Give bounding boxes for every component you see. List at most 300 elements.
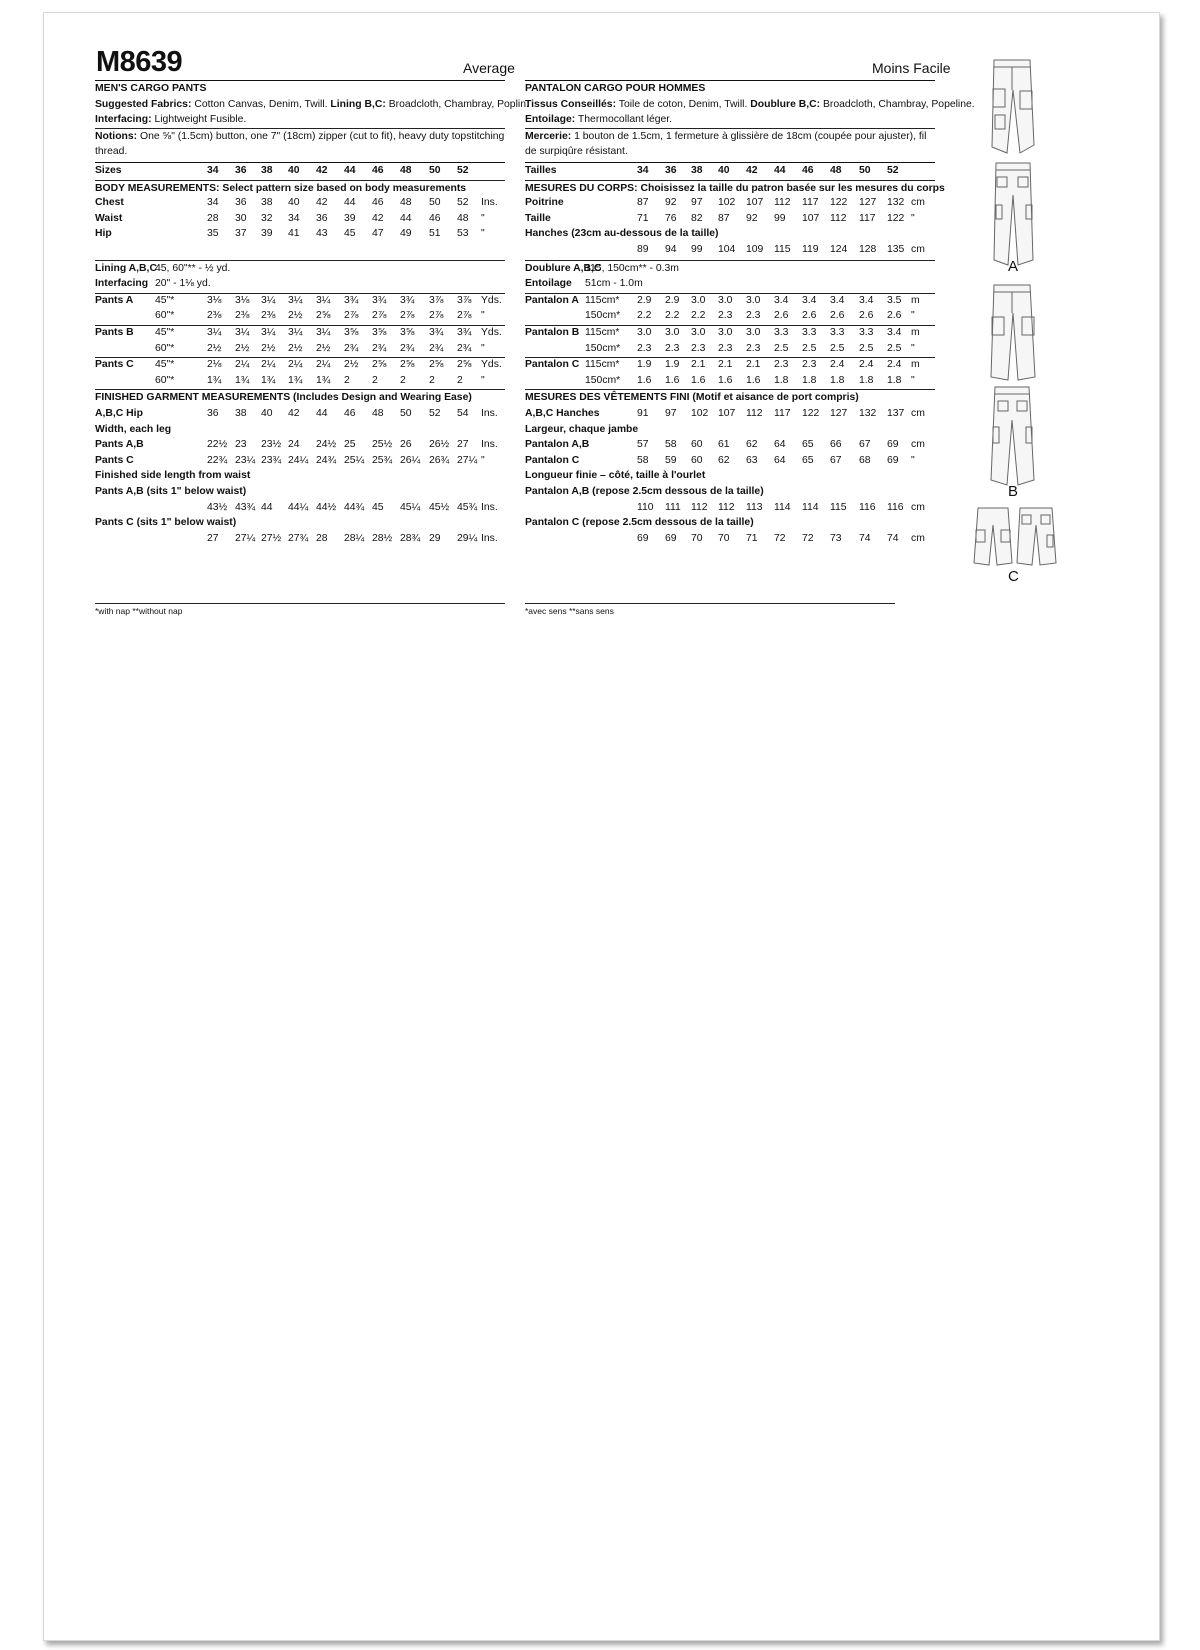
yardage-value: 1¾ (288, 374, 303, 386)
size-value: 22½ (207, 439, 228, 451)
size-value: 47 (372, 228, 384, 240)
footnote-fr: *avec sens **sans sens (525, 606, 614, 616)
hip-label: Hanches (23cm au-dessous de la taille) (525, 228, 719, 240)
yardage-value: 2.1 (718, 359, 733, 371)
yardage-value: 3.0 (746, 294, 761, 306)
size-value: 119 (802, 244, 819, 255)
notions-label: Mercerie: (525, 130, 572, 142)
yardage-value: 3.3 (802, 327, 817, 338)
interfacing-label: Entoilage (525, 278, 572, 290)
yardage-value: 3.5 (887, 294, 902, 306)
width-label: Largeur, chaque jambe (525, 423, 639, 435)
size-value: 46 (429, 212, 441, 224)
size-value: 23¼ (235, 454, 256, 466)
yardage-value: 2⅞ (344, 310, 359, 322)
row-label: Hip (95, 228, 112, 240)
size-value: 110 (637, 501, 654, 513)
size-header: 38 (261, 165, 273, 176)
size-value: 117 (859, 212, 876, 224)
yardage-value: 2¾ (372, 342, 387, 354)
row-label: Pantalon A,B (525, 439, 590, 451)
size-value: 50 (400, 408, 412, 419)
size-value: 37 (235, 228, 247, 240)
view-label: Pantalon A (525, 294, 579, 306)
finished-heading-text: FINISHED GARMENT MEASUREMENTS (95, 392, 291, 404)
size-value: 112 (774, 197, 791, 209)
yardage-value: 2⅞ (457, 310, 472, 322)
row-label: Taille (525, 212, 551, 224)
size-value: 107 (718, 408, 736, 419)
size-value: 102 (691, 408, 709, 419)
yardage-value: 2.6 (859, 310, 874, 322)
size-value: 59 (665, 454, 677, 466)
unit: Ins. (481, 501, 498, 513)
size-value: 28¾ (400, 532, 421, 544)
size-value: 44 (400, 212, 412, 224)
yardage-value: 2.3 (637, 342, 652, 354)
yardage-value: 3.0 (718, 327, 733, 338)
unit: " (911, 454, 915, 466)
unit: Ins. (481, 439, 498, 451)
row-label: A,B,C Hip (95, 408, 143, 419)
yardage-value: 2 (400, 374, 406, 386)
footnote-en: *with nap **without nap (95, 606, 183, 616)
length-view-label: Pantalon C (repose 2.5cm dessous de la taille) (525, 517, 754, 529)
yardage-value: 3⅝ (400, 327, 415, 338)
size-value: 49 (400, 228, 412, 240)
size-value: 53 (457, 228, 469, 240)
lining-text: Broadcloth, Chambray, Popeline. (820, 98, 975, 110)
size-value: 70 (718, 532, 730, 544)
unit: Yds. (481, 359, 502, 371)
yardage-value: 3¾ (457, 327, 472, 338)
yardage-value: 2 (457, 374, 463, 386)
size-header: 36 (665, 165, 677, 176)
yardage-value: 2½ (235, 342, 250, 354)
size-value: 97 (691, 197, 703, 209)
size-value: 135 (887, 244, 905, 255)
yardage-value: 2.5 (774, 342, 789, 354)
fabric-width: 60"* (155, 310, 175, 322)
size-value: 30 (235, 212, 247, 224)
size-value: 113 (746, 501, 763, 513)
size-value: 27 (207, 532, 219, 544)
size-value: 43 (316, 228, 328, 240)
row-label: Pants C (95, 454, 134, 466)
view-label: Pants B (95, 327, 134, 338)
view-a-front-sketch (992, 60, 1034, 153)
yardage-value: 2.1 (691, 359, 706, 371)
size-value: 43½ (207, 501, 228, 513)
view-label: Pants C (95, 359, 134, 371)
size-value: 99 (691, 244, 703, 255)
size-value: 107 (746, 197, 764, 209)
size-value: 32 (261, 212, 273, 224)
yardage-value: 2.5 (802, 342, 817, 354)
yardage-value: 2.2 (637, 310, 652, 322)
size-value: 111 (665, 501, 681, 513)
size-value: 29 (429, 532, 441, 544)
yardage-value: 3¾ (400, 294, 415, 306)
sizes-label: Sizes (95, 165, 122, 176)
size-value: 67 (830, 454, 842, 466)
yardage-value: 2.9 (665, 294, 680, 306)
footnote-rule-en (95, 603, 505, 604)
size-value: 124 (830, 244, 848, 255)
yardage-value: 2¾ (344, 342, 359, 354)
size-value: 44¾ (344, 501, 365, 513)
unit: " (911, 374, 915, 386)
yardage-value: 3⅝ (344, 327, 359, 338)
size-value: 24½ (316, 439, 337, 451)
size-value: 26 (400, 439, 412, 451)
size-value: 107 (802, 212, 820, 224)
yardage-value: 2¼ (235, 359, 250, 371)
size-value: 89 (637, 244, 649, 255)
yardage-value: 2⅝ (400, 359, 415, 371)
yardage-value: 2.6 (802, 310, 817, 322)
yardage-value: 2 (372, 374, 378, 386)
size-value: 41 (288, 228, 300, 240)
size-value: 74 (859, 532, 871, 544)
yardage-value: 1.8 (859, 374, 874, 386)
size-value: 44 (316, 408, 328, 419)
yardage-value: 1¾ (235, 374, 250, 386)
size-value: 104 (718, 244, 736, 255)
technical-drawings (960, 55, 1070, 595)
size-value: 40 (261, 408, 273, 419)
size-value: 27 (457, 439, 469, 451)
size-value: 112 (718, 501, 735, 513)
unit: " (481, 212, 485, 224)
yardage-value: 2¼ (261, 359, 276, 371)
length-label: Longueur finie – côté, taille à l'ourlet (525, 470, 706, 482)
size-value: 76 (665, 212, 677, 224)
size-value: 36 (316, 212, 328, 224)
yardage-value: 2.2 (691, 310, 706, 322)
size-value: 22¾ (207, 454, 228, 466)
yardage-value: 2¾ (429, 342, 444, 354)
size-value: 58 (665, 439, 677, 451)
size-value: 65 (802, 454, 814, 466)
fabrics-label: Tissus Conseillés: (525, 98, 617, 110)
size-value: 74 (887, 532, 899, 544)
yardage-value: 3.4 (774, 294, 789, 306)
body-measurements-heading: BODY MEASUREMENTS: Select pattern size based on body measurements (95, 182, 467, 194)
yardage-value: 2.4 (830, 359, 845, 371)
yardage-value: 1.6 (691, 374, 706, 386)
size-value: 52 (457, 197, 469, 209)
size-value: 117 (774, 408, 791, 419)
yardage-value: 3¼ (288, 327, 303, 338)
yardage-value: 3¾ (372, 294, 387, 306)
size-value: 44 (261, 501, 273, 513)
yardage-value: 2.5 (830, 342, 845, 354)
yardage-value: 3.4 (859, 294, 874, 306)
unit: " (911, 342, 915, 354)
size-value: 94 (665, 244, 677, 255)
size-value: 40 (288, 197, 300, 209)
fabric-width: 115cm* (585, 359, 620, 371)
yardage-value: 3¼ (316, 327, 331, 338)
yardage-value: 3.0 (691, 327, 706, 338)
yardage-value: 2⅝ (316, 310, 331, 322)
size-value: 116 (887, 501, 904, 513)
size-value: 71 (746, 532, 758, 544)
yardage-value: 3.0 (665, 327, 680, 338)
yardage-value: 1.6 (718, 374, 733, 386)
view-b-label: B (1008, 483, 1019, 500)
size-value: 102 (718, 197, 736, 209)
sizes-label: Tailles (525, 165, 557, 176)
size-value: 25¼ (344, 454, 365, 466)
yardage-value: 2⅛ (207, 359, 222, 371)
view-c-shorts-sketch (974, 508, 1056, 565)
size-value: 54 (457, 408, 469, 419)
size-value: 25½ (372, 439, 393, 451)
size-value: 65 (802, 439, 814, 451)
size-header: 50 (429, 165, 441, 176)
size-value: 61 (718, 439, 730, 451)
size-value: 46 (372, 197, 384, 209)
yardage-value: 2¼ (316, 359, 331, 371)
size-header: 42 (316, 165, 328, 176)
yardage-value: 2.9 (637, 294, 652, 306)
size-value: 116 (859, 501, 876, 513)
unit: Yds. (481, 327, 502, 338)
size-value: 23¾ (261, 454, 282, 466)
size-value: 117 (802, 197, 819, 209)
yardage-value: 1¾ (207, 374, 222, 386)
size-value: 71 (637, 212, 649, 224)
yardage-value: 2½ (344, 359, 359, 371)
yardage-value: 1.6 (746, 374, 761, 386)
yardage-value: 3¼ (261, 294, 276, 306)
row-label: A,B,C Hanches (525, 408, 600, 419)
size-header: 50 (859, 165, 871, 176)
yardage-value: 2⅜ (207, 310, 222, 322)
yardage-value: 3¼ (316, 294, 331, 306)
row-label: Waist (95, 212, 123, 224)
fabrics-text: Cotton Canvas, Denim, Twill. (191, 98, 331, 110)
yardage-value: 2.4 (887, 359, 902, 371)
interfacing-amount: 51cm - 1.0m (585, 278, 643, 290)
unit: " (481, 342, 485, 354)
yardage-value: 2⅝ (429, 359, 444, 371)
view-a-label: A (1008, 258, 1019, 275)
size-header: 46 (802, 165, 814, 176)
notions-label: Notions: (95, 130, 138, 142)
yardage-value: 2⅜ (235, 310, 250, 322)
size-value: 45½ (429, 501, 450, 513)
size-value: 50 (429, 197, 441, 209)
view-b-front-sketch (991, 285, 1035, 380)
unit: cm (911, 408, 925, 419)
size-value: 42 (316, 197, 328, 209)
notions-text: 1 bouton de 1.5cm, 1 fermeture à glissière de 18cm (coupée pour ajuster), fil de surpiqûre résistant. (525, 130, 927, 158)
yardage-value: 2.3 (746, 342, 761, 354)
size-value: 52 (429, 408, 441, 419)
yardage-value: 2¼ (288, 359, 303, 371)
size-value: 45 (344, 228, 356, 240)
size-value: 27¾ (288, 532, 309, 544)
length-view-label: Pants C (sits 1" below waist) (95, 517, 237, 529)
size-value: 73 (830, 532, 842, 544)
size-header: 46 (372, 165, 384, 176)
size-value: 132 (859, 408, 877, 419)
yardage-value: 3.4 (802, 294, 817, 306)
size-value: 26¼ (400, 454, 421, 466)
size-value: 24 (288, 439, 300, 451)
size-value: 48 (372, 408, 384, 419)
size-value: 38 (261, 197, 273, 209)
view-label: Pantalon B (525, 327, 580, 338)
notions (525, 129, 935, 160)
yardage-value: 1¾ (261, 374, 276, 386)
length-view-label: Pants A,B (sits 1" below waist) (95, 486, 247, 497)
difficulty-en: Average (463, 60, 515, 76)
fabric-width: 60"* (155, 374, 175, 386)
unit: cm (911, 244, 925, 255)
size-value: 127 (830, 408, 848, 419)
yardage-value: 2 (429, 374, 435, 386)
size-value: 64 (774, 439, 786, 451)
length-label: Finished side length from waist (95, 470, 251, 482)
yardage-value: 2.3 (718, 310, 733, 322)
finished-heading (525, 390, 859, 406)
size-value: 57 (637, 439, 649, 451)
fabrics (525, 97, 975, 113)
size-value: 66 (830, 439, 842, 451)
size-value: 72 (774, 532, 786, 544)
yardage-value: 2.3 (802, 359, 817, 371)
rule (95, 162, 505, 163)
size-value: 115 (774, 244, 791, 255)
interfacing-label: Entoilage: (525, 114, 576, 126)
yardage-value: 3¼ (235, 327, 250, 338)
unit: " (481, 310, 485, 322)
yardage-value: 2.3 (746, 310, 761, 322)
size-value: 63 (746, 454, 758, 466)
yardage-value: 2½ (288, 342, 303, 354)
size-value: 128 (859, 244, 877, 255)
size-value: 62 (718, 454, 730, 466)
size-value: 25¾ (372, 454, 393, 466)
size-value: 70 (691, 532, 703, 544)
size-header: 36 (235, 165, 247, 176)
size-value: 112 (746, 408, 763, 419)
yardage-value: 2.3 (691, 342, 706, 354)
size-value: 112 (830, 212, 847, 224)
yardage-value: 2.6 (774, 310, 789, 322)
lining-label: Doublure A,B,C (525, 262, 602, 274)
yardage-value: 1.8 (802, 374, 817, 386)
size-value: 27¼ (457, 454, 478, 466)
size-value: 91 (637, 408, 649, 419)
size-header: 44 (774, 165, 786, 176)
interfacing-amount: 20" - 1⅛ yd. (155, 278, 211, 290)
unit: cm (911, 532, 925, 544)
finished-subheading: (Motif et aisance de port compris) (689, 392, 859, 404)
size-header: 34 (207, 165, 219, 176)
size-header: 40 (288, 165, 300, 176)
size-value: 97 (665, 408, 677, 419)
yardage-value: 3.0 (637, 327, 652, 338)
yardage-value: 2.6 (830, 310, 845, 322)
size-value: 67 (859, 439, 871, 451)
unit: m (911, 294, 920, 306)
yardage-value: 2.6 (887, 310, 902, 322)
yardage-value: 3⅞ (457, 294, 472, 306)
yardage-value: 1¾ (316, 374, 331, 386)
size-value: 112 (691, 501, 708, 513)
size-value: 42 (372, 212, 384, 224)
size-value: 122 (830, 197, 848, 209)
size-value: 87 (718, 212, 730, 224)
yardage-value: 3.4 (830, 294, 845, 306)
yardage-value: 2.5 (887, 342, 902, 354)
size-value: 60 (691, 439, 703, 451)
size-value: 87 (637, 197, 649, 209)
yardage-value: 1.6 (637, 374, 652, 386)
size-value: 46 (344, 408, 356, 419)
interfacing-text: Lightweight Fusible. (151, 114, 247, 126)
fabric-width: 60"* (155, 342, 175, 354)
rule (525, 162, 935, 163)
yardage-value: 3⅛ (235, 294, 250, 306)
view-label: Pantalon C (525, 359, 580, 371)
interfacing (95, 112, 246, 128)
size-value: 35 (207, 228, 219, 240)
unit: " (481, 454, 485, 466)
size-header: 52 (457, 165, 469, 176)
yardage-value: 2⅝ (372, 359, 387, 371)
fabrics-label: Suggested Fabrics: (95, 98, 192, 110)
yardage-value: 2¾ (400, 342, 415, 354)
yardage-value: 2⅝ (457, 359, 472, 371)
view-a-back-sketch (994, 163, 1033, 265)
yardage-value: 3⅞ (429, 294, 444, 306)
yardage-value: 3¾ (429, 327, 444, 338)
size-value: 92 (746, 212, 758, 224)
unit: " (481, 228, 485, 240)
unit: cm (911, 501, 925, 513)
size-value: 45¼ (400, 501, 421, 513)
size-value: 132 (887, 197, 905, 209)
yardage-value: 2⅞ (429, 310, 444, 322)
yardage-value: 2⅜ (261, 310, 276, 322)
yardage-value: 2½ (261, 342, 276, 354)
yardage-value: 3.0 (746, 327, 761, 338)
size-value: 69 (887, 454, 899, 466)
size-value: 68 (859, 454, 871, 466)
interfacing-text: Thermocollant léger. (575, 114, 673, 126)
fabrics (95, 97, 529, 113)
size-header: 48 (400, 165, 412, 176)
view-c-label: C (1008, 568, 1019, 585)
fabric-width: 115cm* (585, 327, 620, 338)
size-header: 34 (637, 165, 649, 176)
size-value: 28 (207, 212, 219, 224)
yardage-value: 2½ (288, 310, 303, 322)
size-value: 69 (637, 532, 649, 544)
size-value: 29¼ (457, 532, 478, 544)
size-value: 25 (344, 439, 356, 451)
size-value: 114 (802, 501, 819, 513)
size-value: 69 (665, 532, 677, 544)
yardage-value: 2.4 (859, 359, 874, 371)
yardage-value: 1.8 (830, 374, 845, 386)
